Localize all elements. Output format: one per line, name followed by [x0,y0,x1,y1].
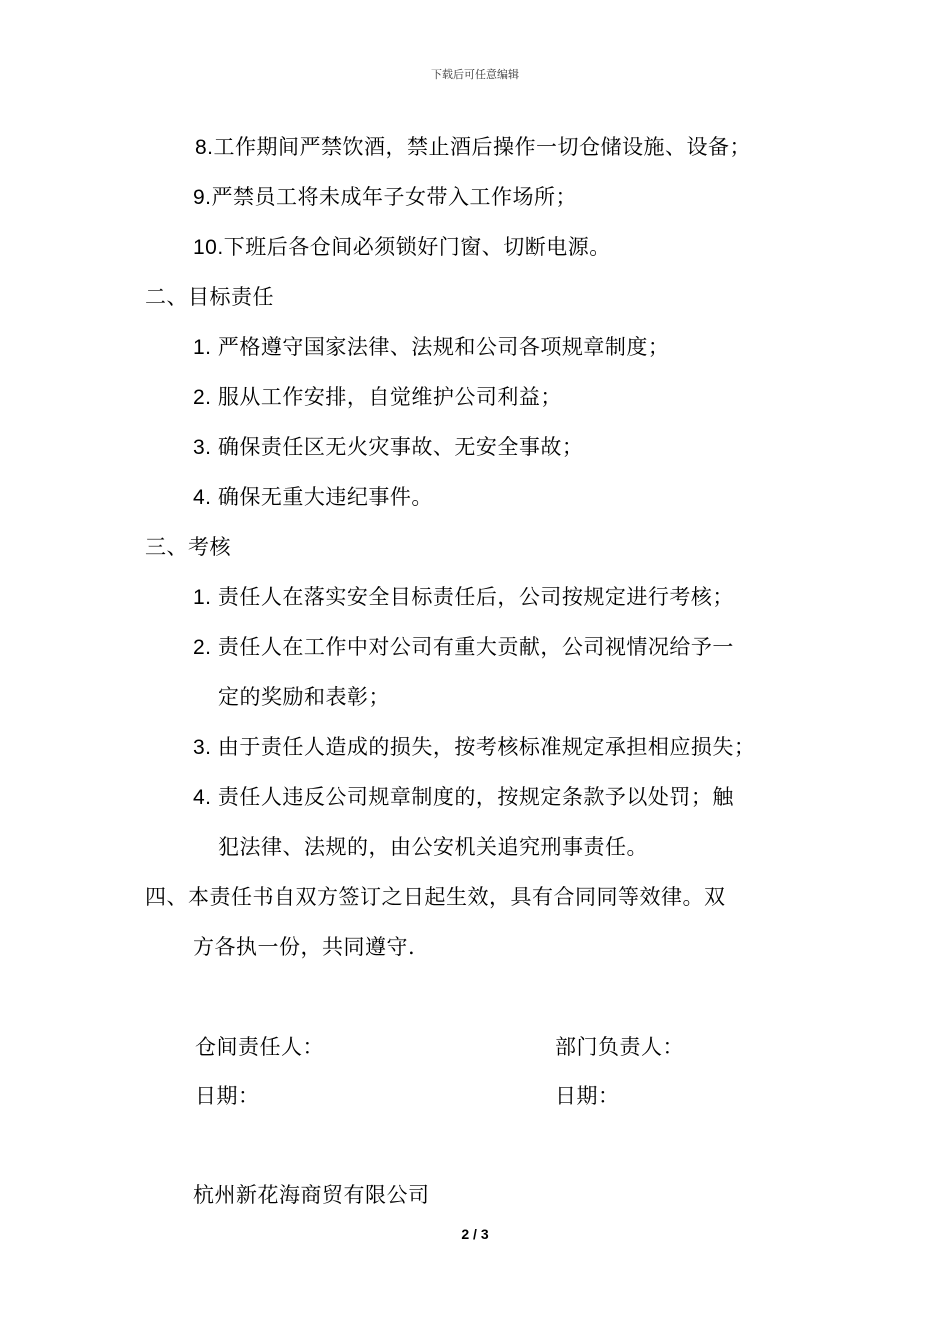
goal-item-4: 4. 确保无重大违纪事件。 [193,485,433,509]
assess-item-4-cont: 犯法律、法规的，由公安机关追究刑事责任。 [218,835,648,859]
section-heading-3: 三、考核 [145,535,231,559]
section-heading-4: 四、本责任书自双方签订之日起生效，具有合同同等效律。双 [145,885,726,909]
rule-item-10: 10.下班后各仓间必须锁好门窗、切断电源。 [193,235,611,259]
company-name: 杭州新花海商贸有限公司 [193,1183,430,1207]
rule-item-9: 9.严禁员工将未成年子女带入工作场所； [193,185,578,209]
assess-item-4: 4. 责任人违反公司规章制度的，按规定条款予以处罚；触 [193,785,734,809]
goal-item-1: 1. 严格遵守国家法律、法规和公司各项规章制度； [193,335,670,359]
section-4-cont: 方各执一份，共同遵守. [193,935,416,959]
signature-left-label: 仓间责任人： [195,1035,324,1059]
date-left-label: 日期： [195,1084,260,1108]
assess-item-2: 2. 责任人在工作中对公司有重大贡献，公司视情况给予一 [193,635,734,659]
assess-item-3: 3. 由于责任人造成的损失，按考核标准规定承担相应损失； [193,735,756,759]
goal-item-3: 3. 确保责任区无火灾事故、无安全事故； [193,435,584,459]
assess-item-2-cont: 定的奖励和表彰； [218,685,390,709]
goal-item-2: 2. 服从工作安排，自觉维护公司利益； [193,385,562,409]
page-number: 2 / 3 [461,1226,489,1242]
date-right-label: 日期： [555,1084,620,1108]
section-heading-2: 二、目标责任 [145,285,274,309]
assess-item-1: 1. 责任人在落实安全目标责任后，公司按规定进行考核； [193,585,734,609]
rule-item-8: 8.工作期间严禁饮酒，禁止酒后操作一切仓储设施、设备； [195,135,752,159]
page-header: 下载后可任意编辑 [431,68,519,81]
signature-right-label: 部门负责人： [555,1035,684,1059]
